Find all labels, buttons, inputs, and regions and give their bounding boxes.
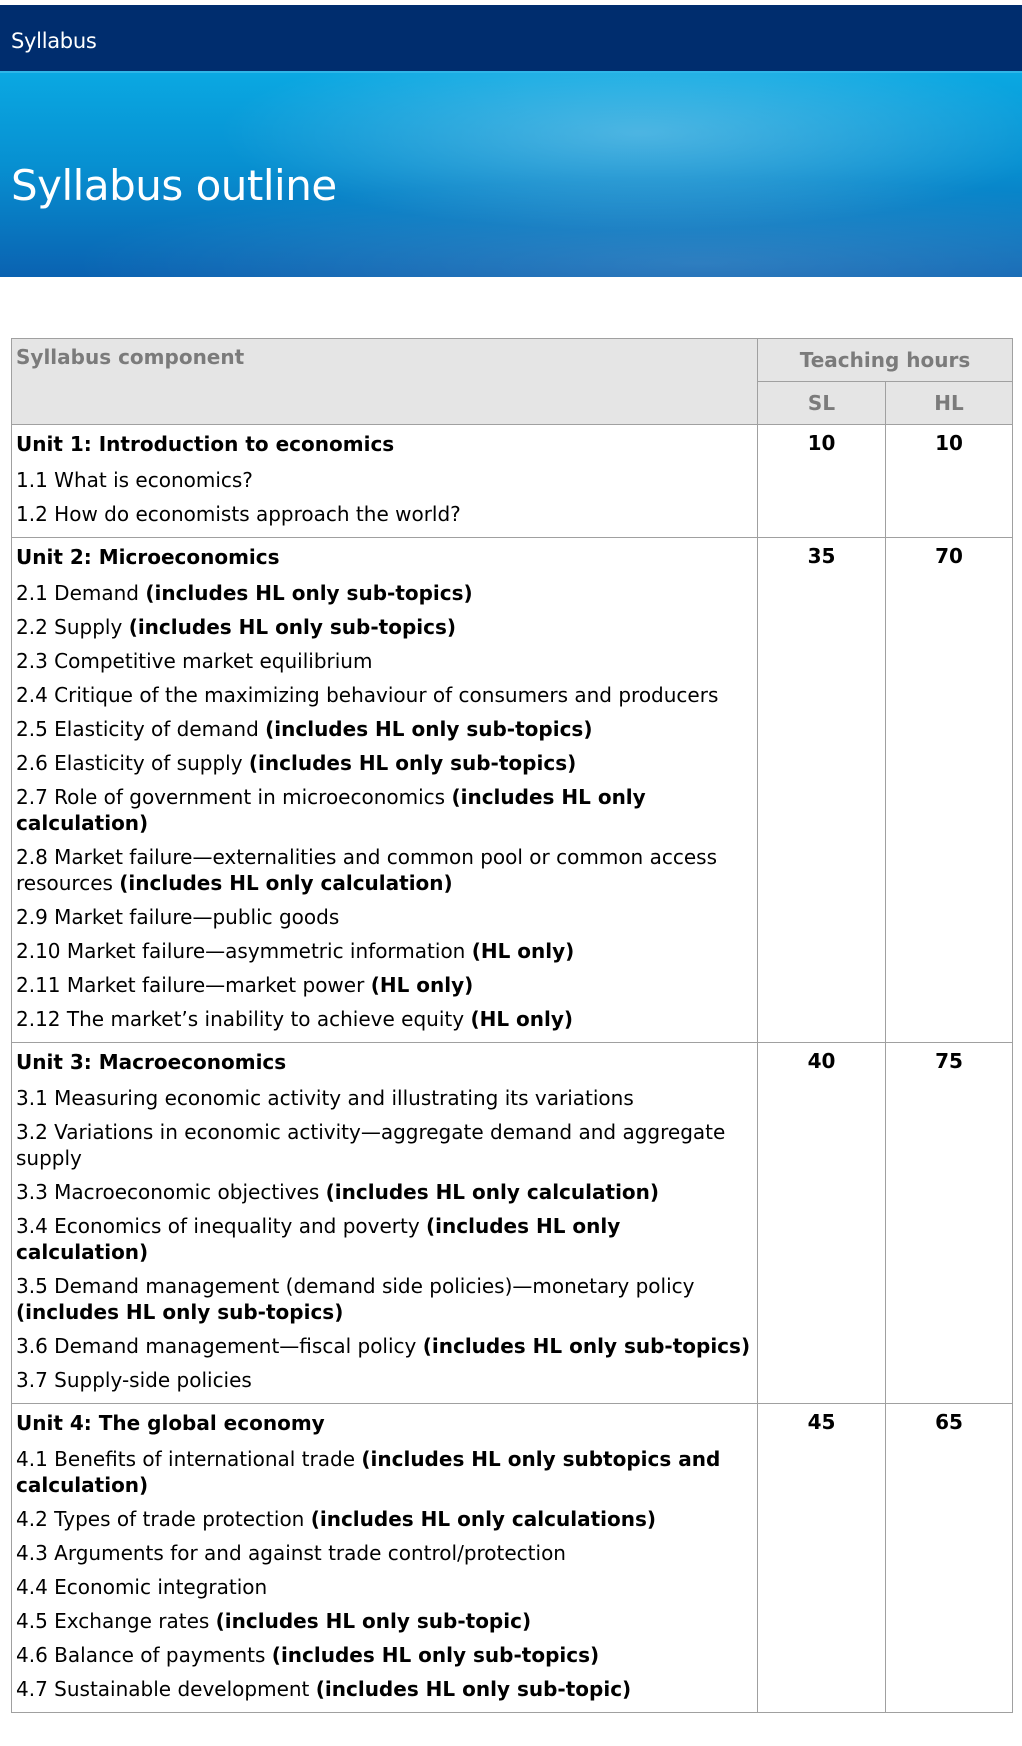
topic-item	[16, 1672, 753, 1706]
topic-item	[16, 1502, 753, 1536]
topic-item	[16, 746, 753, 780]
topic-item	[16, 1570, 753, 1604]
topic-text: 2.1 Demand	[16, 581, 146, 605]
topic-hl-note: (includes HL only sub-topics)	[271, 1643, 600, 1667]
topic-hl-note: (HL only)	[471, 939, 575, 963]
topic-hl-note: (includes HL only sub-topics)	[145, 581, 473, 605]
topic-hl-note: (includes HL only calculation)	[325, 1180, 660, 1204]
topic-text: 4.6 Balance of payments	[16, 1643, 272, 1667]
topic-item	[16, 610, 753, 644]
topic-text: 3.1 Measuring economic activity and illustrating its variations	[16, 1086, 634, 1110]
topic-text: 2.2 Supply	[16, 615, 129, 639]
page-title: Syllabus outline	[11, 161, 337, 210]
topic-hl-note: (includes HL only subtopics and calculation)	[16, 1447, 721, 1497]
topic-text: 2.6 Elasticity of supply	[16, 751, 249, 775]
title-banner	[0, 71, 1022, 277]
hours-sl: 35	[758, 538, 886, 1043]
topic-text: 2.3 Competitive market equilibrium	[16, 649, 373, 673]
topic-hl-note: (includes HL only calculation)	[119, 871, 453, 895]
topic-item	[16, 1002, 753, 1036]
topic-text: 2.7 Role of government in microeconomics	[16, 785, 452, 809]
topic-text: 3.3 Macroeconomic objectives	[16, 1180, 326, 1204]
unit-row	[12, 538, 1013, 1043]
topic-item	[16, 463, 753, 497]
topic-hl-note: (includes HL only calculation)	[16, 785, 646, 835]
topic-hl-note: (includes HL only sub-topic)	[215, 1609, 532, 1633]
unit-title: Unit 1: Introduction to economics	[16, 432, 395, 456]
topic-hl-note: (includes HL only sub-topics)	[16, 1300, 344, 1324]
topic-text: 4.2 Types of trade protection	[16, 1507, 311, 1531]
topic-text: 1.1 What is economics?	[16, 468, 253, 492]
topic-item	[16, 1081, 753, 1115]
topic-hl-note: (includes HL only sub-topic)	[315, 1677, 632, 1701]
header-hl: HL	[886, 382, 1013, 425]
hours-hl: 75	[886, 1043, 1013, 1404]
hours-sl: 40	[758, 1043, 886, 1404]
topic-item	[16, 678, 753, 712]
header-sl: SL	[758, 382, 886, 425]
topic-item	[16, 1269, 753, 1329]
topic-item	[16, 780, 753, 840]
topic-hl-note: (includes HL only sub-topics)	[265, 717, 593, 741]
topic-text: 4.5 Exchange rates	[16, 1609, 216, 1633]
hours-sl: 10	[758, 425, 886, 538]
topic-item	[16, 934, 753, 968]
unit-topics-cell	[12, 1043, 758, 1404]
syllabus-table	[11, 338, 1013, 1713]
topic-item	[16, 576, 753, 610]
topic-hl-note: (includes HL only calculation)	[16, 1214, 621, 1264]
topic-text: 4.4 Economic integration	[16, 1575, 268, 1599]
header-teaching-hours: Teaching hours	[758, 339, 1013, 382]
topic-text: 2.9 Market failure—public goods	[16, 905, 340, 929]
topic-text: 3.4 Economics of inequality and poverty	[16, 1214, 427, 1238]
topic-text: 3.5 Demand management (demand side policies)—monetary policy	[16, 1274, 695, 1298]
unit-title: Unit 2: Microeconomics	[16, 545, 280, 569]
hours-hl: 70	[886, 538, 1013, 1043]
topic-hl-note: (HL only)	[370, 973, 474, 997]
topic-item	[16, 1442, 753, 1502]
unit-title: Unit 4: The global economy	[16, 1411, 325, 1435]
section-label: Syllabus	[11, 29, 97, 53]
topic-text: 3.2 Variations in economic activity—aggregate demand and aggregate supply	[16, 1120, 726, 1170]
topic-text: 2.5 Elasticity of demand	[16, 717, 266, 741]
topic-text: 2.4 Critique of the maximizing behaviour of consumers and producers	[16, 683, 719, 707]
topic-text: 1.2 How do economists approach the world?	[16, 502, 461, 526]
header-component: Syllabus component	[12, 339, 758, 425]
topic-item	[16, 497, 753, 531]
topic-hl-note: (HL only)	[470, 1007, 574, 1031]
topic-item	[16, 968, 753, 1002]
topic-text: 2.12 The market’s inability to achieve equity	[16, 1007, 471, 1031]
topic-text: 3.7 Supply-side policies	[16, 1368, 252, 1392]
topic-item	[16, 1175, 753, 1209]
topic-item	[16, 1115, 753, 1175]
topic-item	[16, 712, 753, 746]
topic-text: 3.6 Demand management—fiscal policy	[16, 1334, 423, 1358]
topic-item	[16, 644, 753, 678]
topic-text: 4.3 Arguments for and against trade control/protection	[16, 1541, 566, 1565]
unit-row	[12, 1043, 1013, 1404]
topic-item	[16, 1363, 753, 1397]
unit-title: Unit 3: Macroeconomics	[16, 1050, 287, 1074]
hours-sl: 45	[758, 1404, 886, 1713]
unit-row	[12, 1404, 1013, 1713]
topic-hl-note: (includes HL only calculations)	[310, 1507, 657, 1531]
unit-row	[12, 425, 1013, 538]
topic-hl-note: (includes HL only sub-topics)	[422, 1334, 751, 1358]
syllabus-body	[12, 425, 1013, 1713]
topic-item	[16, 1604, 753, 1638]
topic-item	[16, 840, 753, 900]
topic-item	[16, 1536, 753, 1570]
topic-text: 2.11 Market failure—market power	[16, 973, 371, 997]
topic-hl-note: (includes HL only sub-topics)	[128, 615, 457, 639]
unit-topics-cell	[12, 538, 758, 1043]
unit-topics-cell	[12, 1404, 758, 1713]
unit-topics-cell	[12, 425, 758, 538]
topic-item	[16, 900, 753, 934]
topic-item	[16, 1209, 753, 1269]
topic-hl-note: (includes HL only sub-topics)	[248, 751, 577, 775]
topic-item	[16, 1638, 753, 1672]
hours-hl: 65	[886, 1404, 1013, 1713]
hours-hl: 10	[886, 425, 1013, 538]
topic-text: 4.7 Sustainable development	[16, 1677, 316, 1701]
topic-text: 4.1 Benefits of international trade	[16, 1447, 362, 1471]
topic-item	[16, 1329, 753, 1363]
topic-text: 2.10 Market failure—asymmetric information	[16, 939, 472, 963]
section-header-bar	[0, 5, 1022, 71]
topic-text: 2.8 Market failure—externalities and common pool or common access resources	[16, 845, 717, 895]
